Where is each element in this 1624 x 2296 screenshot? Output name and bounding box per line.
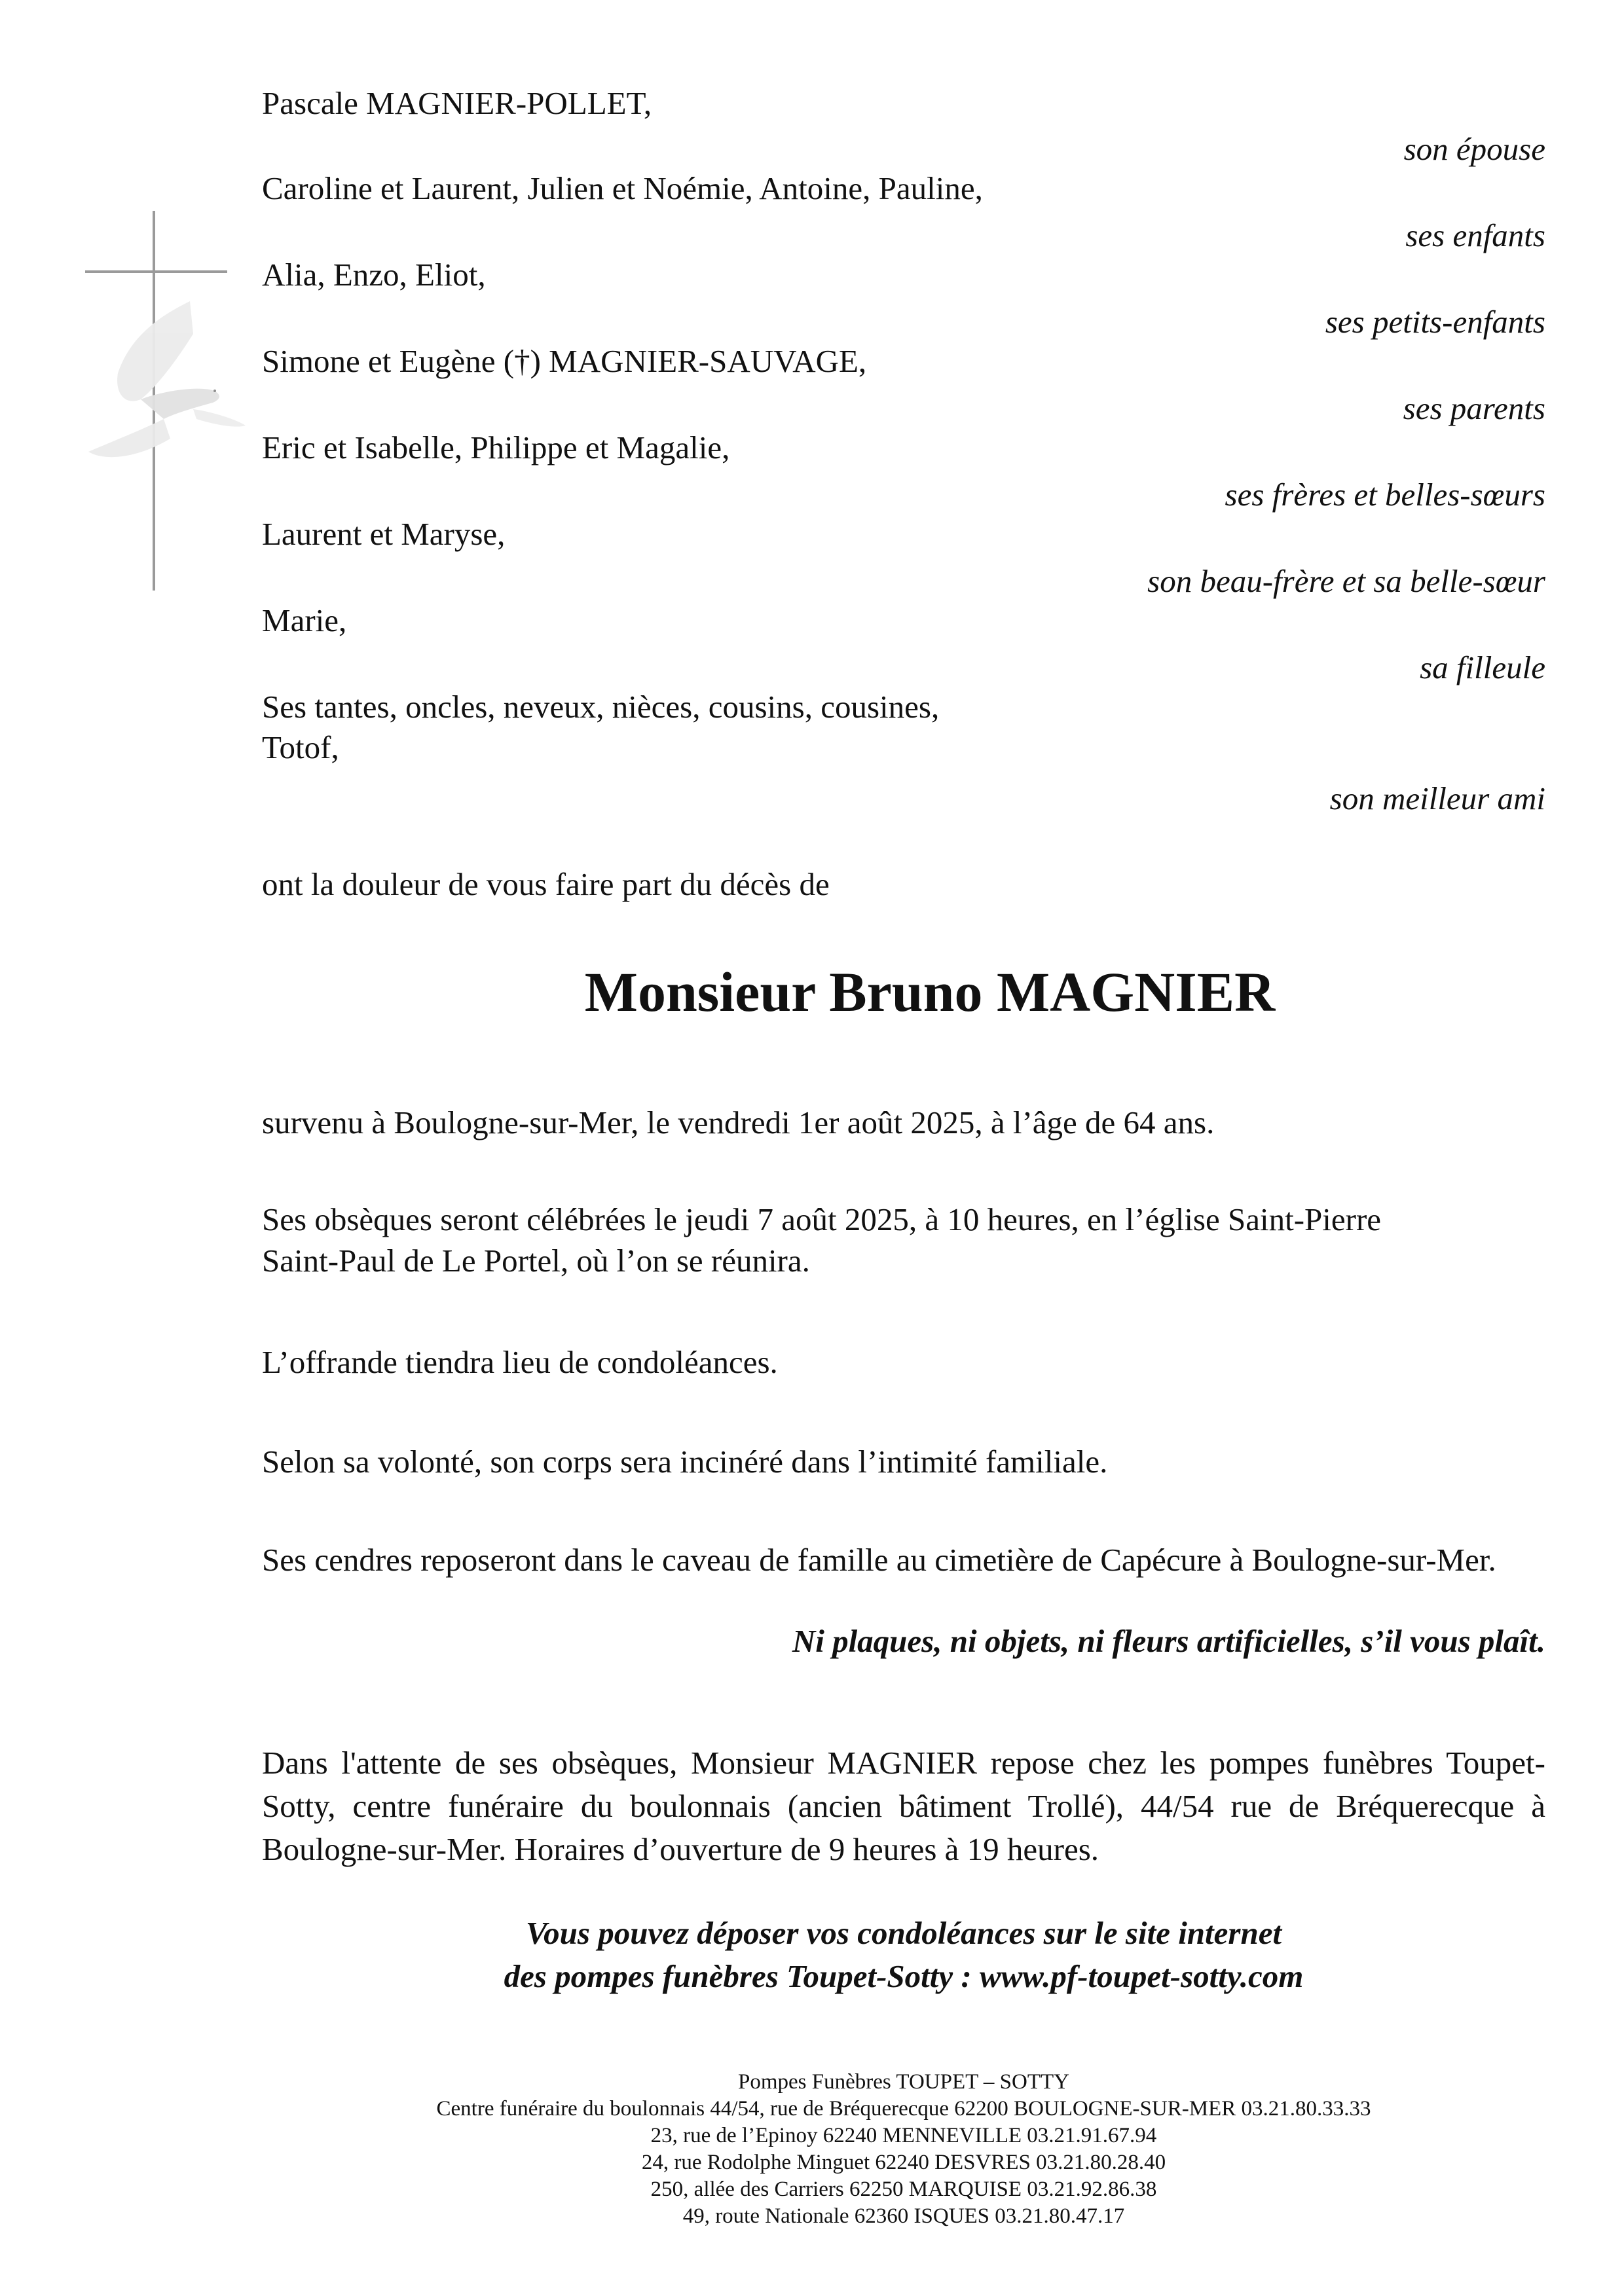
- no-flowers-notice: Ni plaques, ni objets, ni fleurs artificielles, s’il vous plaît.: [792, 1623, 1545, 1659]
- family-name: Ses tantes, oncles, neveux, nièces, cousins, cousines,: [262, 689, 940, 725]
- family-relation: ses petits-enfants: [1325, 304, 1545, 340]
- deceased-name: Monsieur Bruno MAGNIER: [584, 960, 1276, 1023]
- dove-icon: [88, 301, 246, 457]
- family-name: Laurent et Maryse,: [262, 516, 506, 552]
- family-relation: ses parents: [1403, 390, 1545, 426]
- family-name: Alia, Enzo, Eliot,: [262, 257, 486, 293]
- footer-company: Pompes Funèbres TOUPET – SOTTY: [737, 2070, 1070, 2094]
- family-name: Caroline et Laurent, Julien et Noémie, Antoine, Pauline,: [262, 170, 983, 206]
- funeral-line-2: Saint-Paul de Le Portel, où l’on se réunira.: [262, 1243, 810, 1279]
- condolences-line-2: des pompes funèbres Toupet-Sotty : www.pf-toupet-sotty.com: [504, 1958, 1304, 1994]
- family-relation: son beau-frère et sa belle-sœur: [1147, 563, 1545, 599]
- family-relation: son meilleur ami: [1329, 780, 1545, 816]
- family-relation: ses frères et belles-sœurs: [1225, 477, 1545, 513]
- rest-place-text: Dans l'attente de ses obsèques, Monsieur MAGNIER repose chez les pompes funèbres Toupet-Sotty, centre funéraire du boulonnais (ancien bâtiment Trollé), 44/54 rue de Bréquerecque à Boulogne-sur-Mer. Horaires d’ouverture de 9 heures à 19 heures.: [262, 1745, 1545, 1867]
- condolences-notice: [262, 1912, 1545, 1998]
- funeral-line-1: Ses obsèques seront célébrées le jeudi 7 août 2025, à 10 heures, en l’église Saint-Pierre: [262, 1201, 1382, 1237]
- family-relation: son épouse: [1403, 131, 1545, 167]
- death-info: survenu à Boulogne-sur-Mer, le vendredi 1er août 2025, à l’âge de 64 ans.: [262, 1104, 1215, 1140]
- footer-address: 49, route Nationale 62360 ISQUES 03.21.80.47.17: [682, 2204, 1125, 2228]
- announcement-text: ont la douleur de vous faire part du décès de: [262, 866, 830, 902]
- footer-address: 23, rue de l’Epinoy 62240 MENNEVILLE 03.21.91.67.94: [650, 2124, 1157, 2147]
- footer-address: 24, rue Rodolphe Minguet 62240 DESVRES 03.21.80.28.40: [641, 2151, 1166, 2174]
- family-relation: sa filleule: [1420, 649, 1545, 685]
- family-relation: ses enfants: [1405, 217, 1545, 253]
- condolences-line-1: Vous pouvez déposer vos condoléances sur le site internet: [525, 1915, 1282, 1951]
- cremation-text: Selon sa volonté, son corps sera incinéré dans l’intimité familiale.: [262, 1444, 1108, 1480]
- family-name: Simone et Eugène (†) MAGNIER-SAUVAGE,: [262, 343, 867, 379]
- family-name: Marie,: [262, 602, 347, 638]
- family-name: Eric et Isabelle, Philippe et Magalie,: [262, 429, 730, 465]
- footer-address: Centre funéraire du boulonnais 44/54, rue de Bréquerecque 62200 BOULOGNE-SUR-MER 03.21.80.33.33: [436, 2097, 1371, 2121]
- family-name: Totof,: [262, 729, 339, 765]
- offering-text: L’offrande tiendra lieu de condoléances.: [262, 1344, 778, 1380]
- funeral-home-footer: [262, 2069, 1545, 2230]
- cross-dove-icon: [79, 203, 249, 596]
- footer-address: 250, allée des Carriers 62250 MARQUISE 03.21.92.86.38: [650, 2178, 1157, 2201]
- family-name: Pascale MAGNIER-POLLET,: [262, 85, 652, 121]
- ashes-text: Ses cendres reposeront dans le caveau de famille au cimetière de Capécure à Boulogne-sur-Mer.: [262, 1542, 1496, 1578]
